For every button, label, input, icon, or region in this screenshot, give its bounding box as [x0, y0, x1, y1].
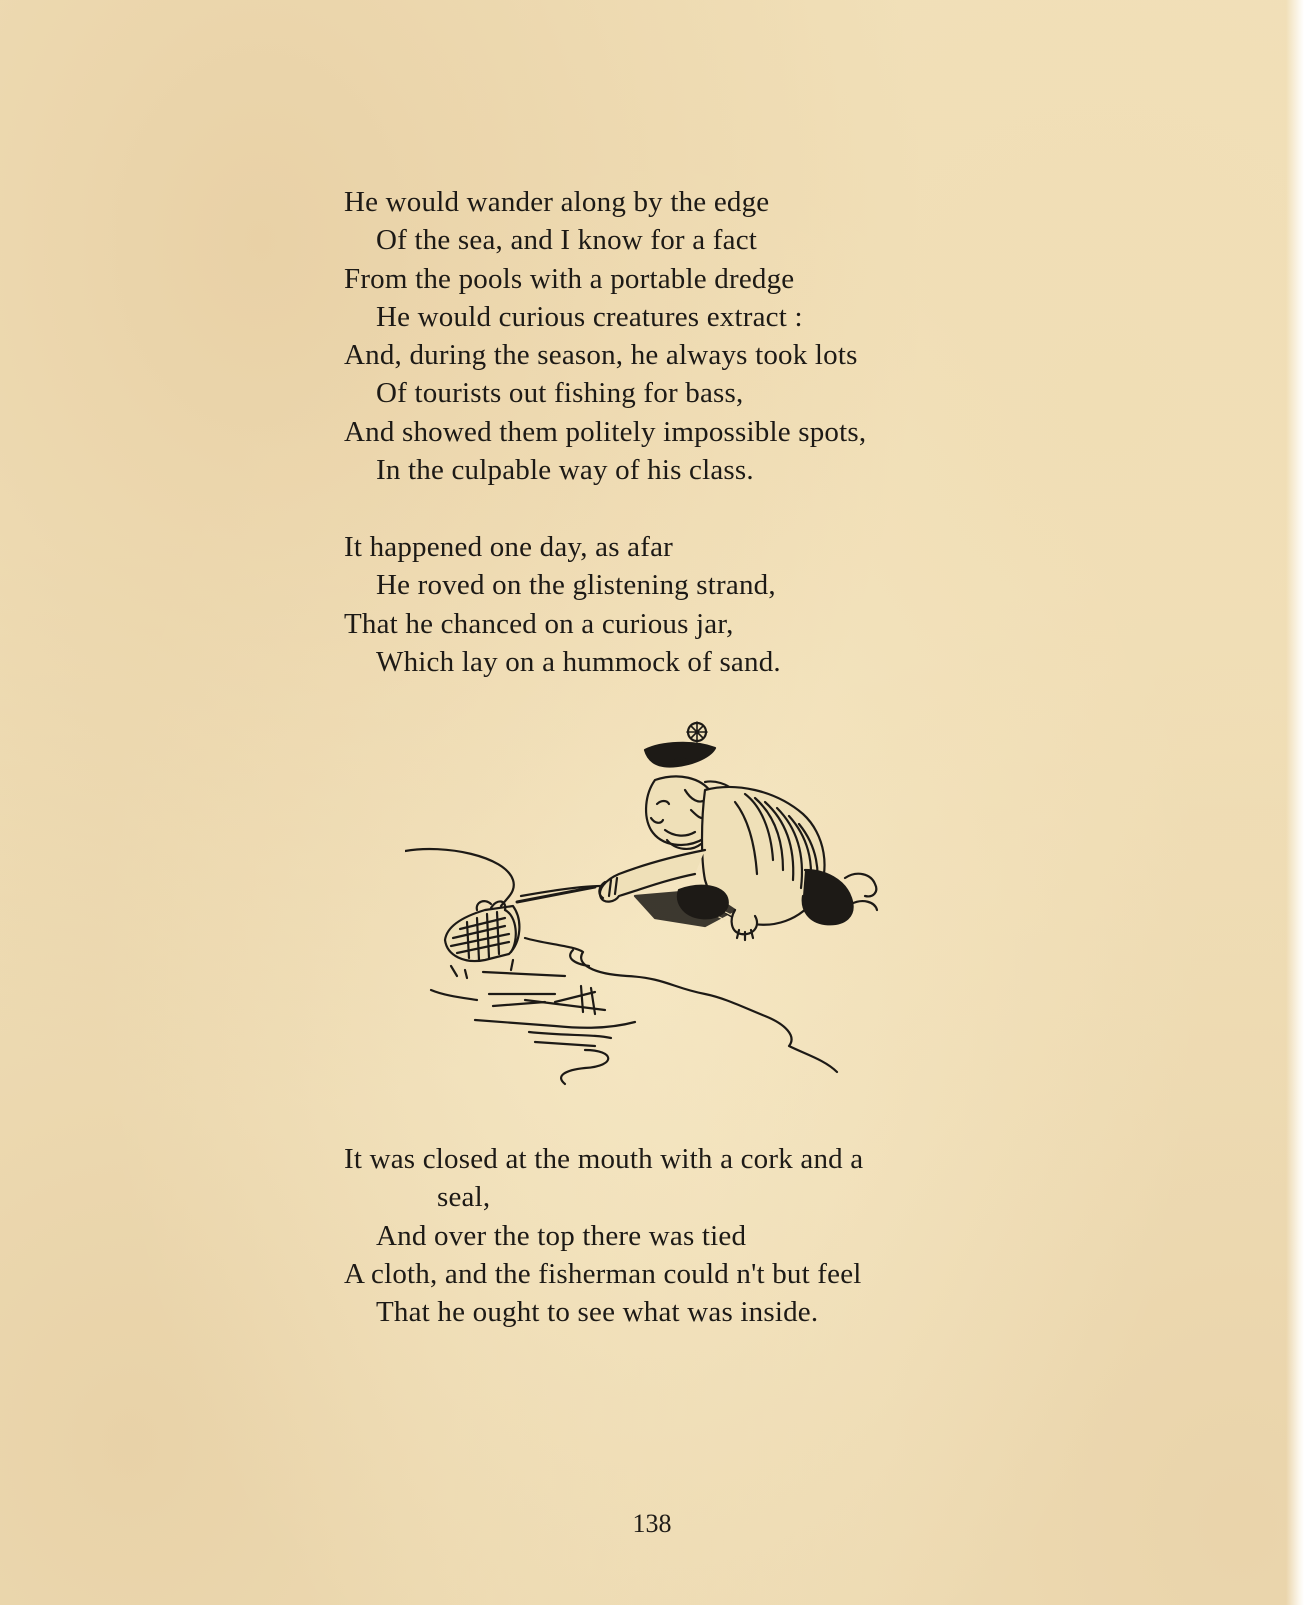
verse-line: That he ought to see what was inside.: [376, 1296, 819, 1329]
jar-drawing: [445, 901, 519, 978]
stanza-2: [344, 528, 1024, 681]
verse-line: That he chanced on a curious jar,: [344, 607, 734, 640]
page-edge: [1286, 0, 1304, 1605]
verse-line: And showed them politely impossible spots,: [344, 415, 867, 448]
verse-line: He would curious creatures extract :: [376, 300, 803, 333]
verse-line: He roved on the glistening strand,: [376, 569, 776, 602]
verse-line: Of tourists out fishing for bass,: [376, 377, 744, 410]
fisherman-illustration: [405, 720, 885, 1120]
verse-line: It happened one day, as afar: [344, 531, 674, 563]
verse-line: And over the top there was tied: [376, 1219, 747, 1252]
verse-line: In the culpable way of his class.: [376, 454, 754, 487]
verse-line: And, during the season, he always took lots: [344, 339, 858, 372]
verse-line: Of the sea, and I know for a fact: [376, 224, 758, 257]
page-number: 138: [632, 1509, 672, 1538]
verse-line: He would wander along by the edge: [344, 186, 770, 218]
verse-line: Which lay on a hummock of sand.: [376, 645, 781, 678]
verse-line: seal,: [437, 1181, 491, 1214]
verse-line: A cloth, and the fisherman could n't but feel: [344, 1257, 862, 1290]
stanza-1: [344, 183, 1024, 489]
stanza-3: [344, 1140, 1024, 1331]
verse-line: It was closed at the mouth with a cork and a: [344, 1143, 864, 1175]
fisherman-figure: [599, 722, 877, 940]
verse-line: From the pools with a portable dredge: [344, 262, 795, 295]
